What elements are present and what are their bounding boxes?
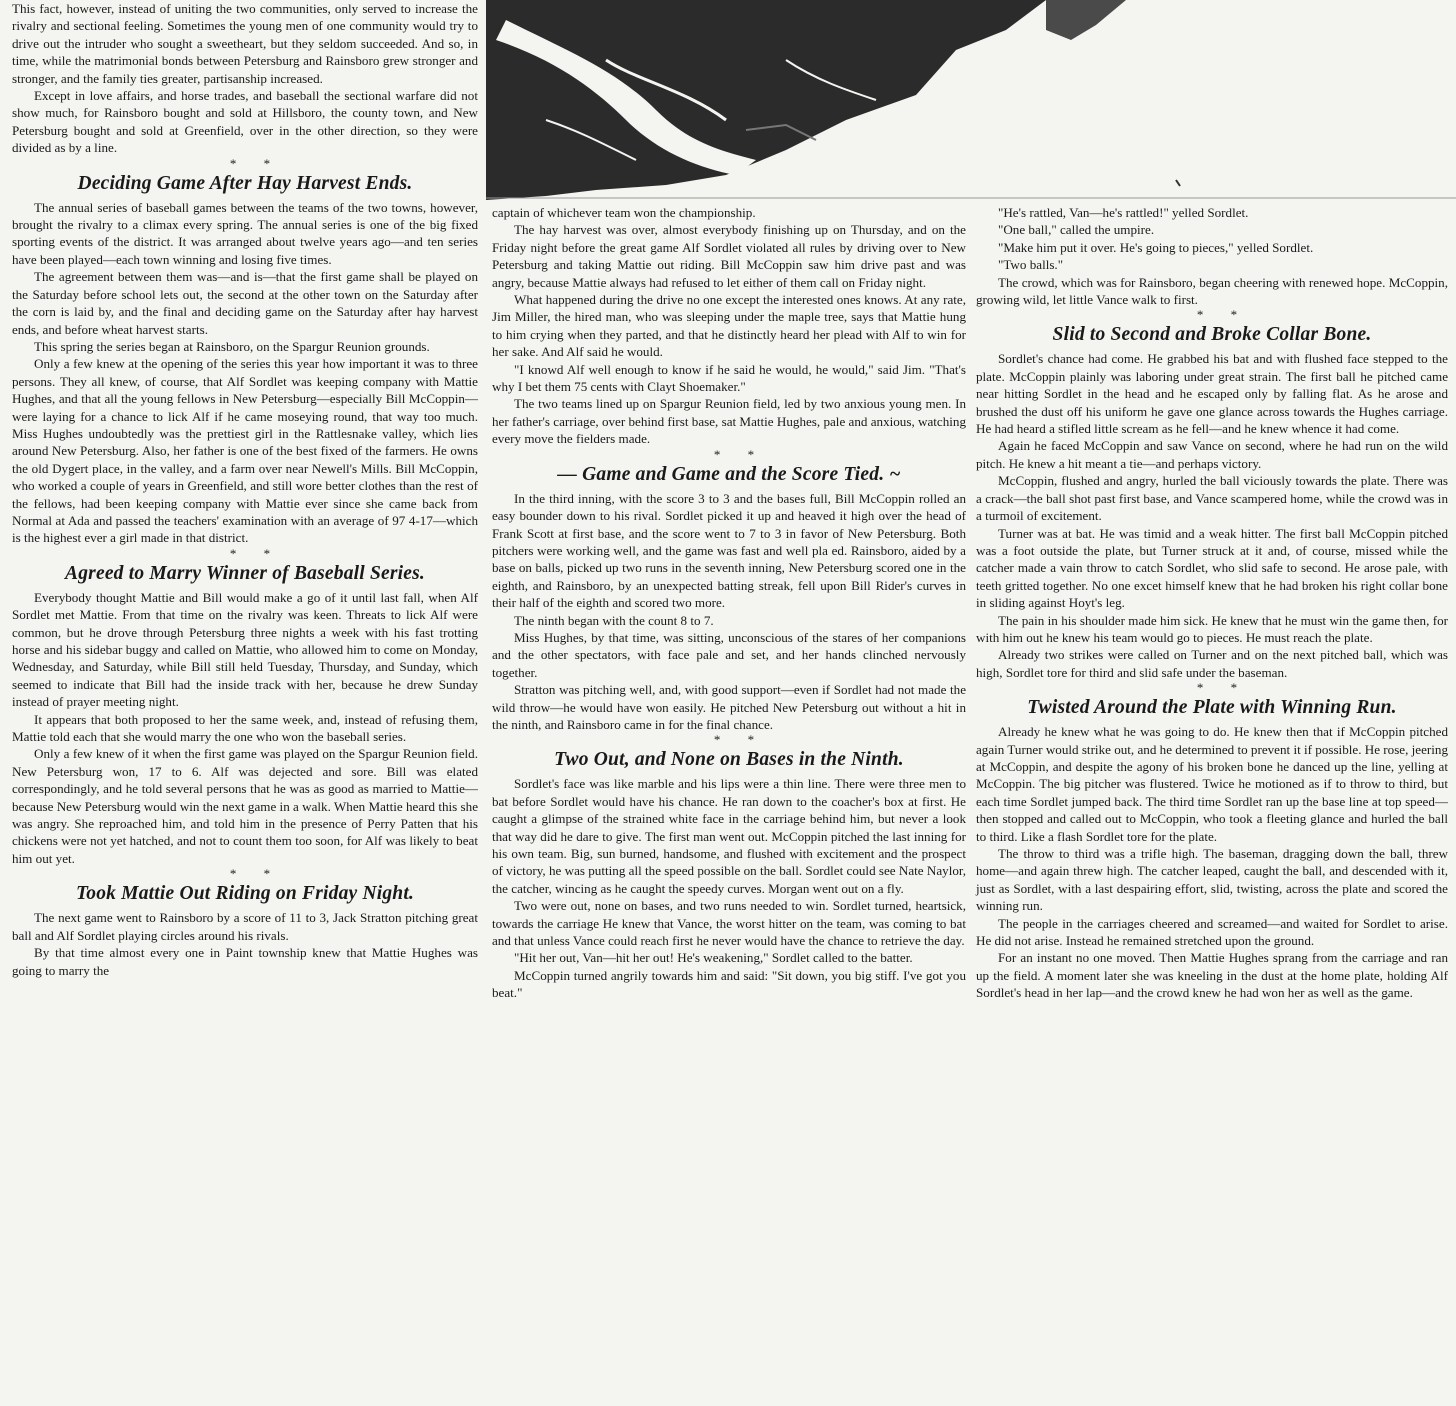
section-heading: Two Out, and None on Bases in the Ninth.: [554, 749, 904, 771]
article-paragraph: Turner was at bat. He was timid and a weak hitter. The first ball McCoppin pitched was a foot outside the plate, but Turner struck at it and, of course, missed while the catcher made a vain throw to catch Sordlet, who slid safe to second. He arose pale, with teeth gritted together. No one excet himself knew that he had broken his right collar bone in sliding against Hoyt's leg.: [976, 525, 1448, 611]
section-heading: Slid to Second and Broke Collar Bone.: [1052, 324, 1372, 346]
illustration: [486, 0, 1456, 200]
article-paragraph: "Hit her out, Van—hit her out! He's weakening," Sordlet called to the batter.: [514, 950, 913, 966]
article-paragraph: Already he knew what he was going to do. He knew then that if McCoppin pitched again Turner would strike out, and he determined to prevent it if possible. He rose, jeering at McCoppin, and despite the agony of his broken bone he danced up the line, yelling at McCoppin. The big pitcher was flustered. Twice he motioned as if to throw to third, but each time Sordlet jumped back. The third time Sordlet ran up the base line at top speed—then stopped and called out to McCoppin, who took a fleeting glance and hurled the ball to third. Like a flash Sordlet tore for the plate.: [976, 724, 1448, 844]
article-paragraph: The people in the carriages cheered and screamed—and waited for Sordlet to arise. He did not arise. Instead he remained stretched upon the ground.: [976, 915, 1448, 949]
section-divider: * *: [1196, 307, 1250, 323]
article-paragraph: Only a few knew of it when the first game was played on the Spargur Reunion field. New Petersburg won, 17 to 6. Alf was dejected and sore. Bill was elated correspondingly, and he told several persons that he was as good as married to Mattie—because New Petersburg would win the next game in a walk. When Mattie heard this she was angry. She reproached him, and told him in the presence of Perry Patten that his chickens were not yet hatched, and not to count them too soon, for Alf was likely to beat him out yet.: [12, 746, 478, 866]
section-divider: * *: [1196, 680, 1250, 696]
article-paragraph: captain of whichever team won the championship.: [492, 205, 756, 220]
column-2: [492, 204, 966, 1002]
article-paragraph: The crowd, which was for Rainsboro, began cheering with renewed hope. McCoppin, growing wild, let little Vance walk to first.: [976, 274, 1448, 308]
section-divider: * *: [713, 732, 767, 748]
article-paragraph: "Two balls.": [998, 257, 1064, 273]
article-paragraph: The annual series of baseball games between the teams of the two towns, however, brought the rivalry to a climax every spring. The annual series is one of the big fixed sporting events of the district. It was arranged about twelve years ago—and ten series have been played—each town winning and losing five times.: [12, 199, 478, 267]
section-heading: Took Mattie Out Riding on Friday Night.: [75, 883, 415, 905]
article-paragraph: The pain in his shoulder made him sick. He knew that he must win the game then, for with him out he knew his team would go to pieces. He must reach the plate.: [976, 612, 1448, 645]
article-paragraph: For an instant no one moved. Then Mattie Hughes sprang from the carriage and ran up the field. A moment later she was kneeling in the dust at the home plate, holding Alf Sordlet's head in her lap—and the crowd knew he had won her as well as the game.: [976, 950, 1448, 1001]
article-paragraph: Except in love affairs, and horse trades, and baseball the sectional warfare did not show much, for Rainsboro bought and sold at Hillsboro, the county town, and New Petersburg bought and sold at Greenfield, over in the other direction, so they were divided as by a line.: [12, 88, 478, 156]
article-paragraph: "One ball," called the umpire.: [998, 222, 1155, 238]
section-heading: Agreed to Marry Winner of Baseball Series.: [65, 562, 425, 584]
article-paragraph: Miss Hughes, by that time, was sitting, unconscious of the stares of her companions and the other spectators, with face pale and set, and her hands clinched nervously together.: [492, 629, 966, 680]
section-heading: — Game and Game and the Score Tied. ~: [557, 463, 901, 485]
article-paragraph: The two teams lined up on Spargur Reunion field, led by two anxious young men. In her father's carriage, over behind first base, sat Mattie Hughes, pale and anxious, watching every move the fielders made.: [492, 396, 966, 447]
article-paragraph: The throw to third was a trifle high. The baseman, dragging down the ball, threw home—and again threw high. The catcher leaped, caught the ball, and descended with it, just as Sordlet, with a last despairing effort, slid, twisting, across the plate and scored the winning run.: [976, 846, 1448, 914]
article-paragraph: By that time almost every one in Paint township knew that Mattie Hughes was going to marry the: [12, 945, 478, 978]
article-paragraph: In the third inning, with the score 3 to 3 and the bases full, Bill McCoppin rolled an easy bounder down to his rival. Sordlet picked it up and heaved it high over the head of Frank Scott at first base, and the score went to 7 to 3 in favor of New Petersburg. Both pitchers were working well, and the game was fast and well pla ed. Rainsboro, aided by a base on balls, picked up two runs in the seventh inning, New Petersburg scored one in the eighth, and Rainsboro, by an unexpected batting streak, fell upon Bill Rider's curves in their half of the eighth and scored two more.: [492, 490, 966, 611]
article-paragraph: "He's rattled, Van—he's rattled!" yelled Sordlet.: [998, 205, 1249, 220]
article-paragraph: The agreement between them was—and is—that the first game shall be played on the Saturday before school lets out, the second at the other town on the Saturday after the corn is laid by, and the final and deciding game on the Saturday after hay harvest ends, and before wheat harvest starts.: [12, 269, 478, 337]
article-paragraph: Everybody thought Mattie and Bill would make a go of it until last fall, when Alf Sordlet met Mattie. From that time on the rivalry was keen. Threats to lick Alf were common, but he drove through Petersburg three nights a week with his fast trotting horse and his sidebar buggy and called on Mattie, who allowed him to come on Monday, Wednesday, and Saturday, while Bill still held Tuesday, Thursday, and Sunday, which seemed to indicate that Bill had the inside track with her, because he drew Sunday instead of prayer meeting night.: [12, 589, 478, 710]
article-paragraph: The hay harvest was over, almost everybody finishing up on Thursday, and on the Friday night before the great game Alf Sordlet violated all rules by driving over to New Petersburg and taking Mattie out riding. Bill McCoppin saw him drive past and was angry, because Mattie always had refused to let either of them call on Friday night.: [492, 222, 966, 290]
article-paragraph: The next game went to Rainsboro by a score of 11 to 3, Jack Stratton pitching great ball and Alf Sordlet playing circles around his rivals.: [12, 910, 478, 943]
article-paragraph: "Make him put it over. He's going to pieces," yelled Sordlet.: [998, 239, 1314, 255]
column-1: [12, 0, 478, 979]
section-divider: * *: [229, 545, 283, 561]
section-heading: Deciding Game After Hay Harvest Ends.: [77, 172, 413, 194]
section-divider: * *: [229, 155, 283, 171]
article-paragraph: Two were out, none on bases, and two runs needed to win. Sordlet turned, heartsick, towards the carriage He knew that Vance, the worst hitter on the team, was coming to bat and that unless Vance could reach first he never would have the chance to retrieve the day.: [492, 898, 966, 949]
article-paragraph: McCoppin turned angrily towards him and said: "Sit down, you big stiff. I've got you beat.": [492, 967, 966, 1001]
article-paragraph: What happened during the drive no one except the interested ones knows. At any rate, Jim Miller, the hired man, who was sleeping under the maple tree, says that Mattie hung to him crying when they parted, and that he distinctly heard her plead with Alf to win for her sake. And Alf said he would.: [492, 292, 966, 360]
section-divider: * *: [713, 446, 767, 462]
article-paragraph: The ninth began with the count 8 to 7.: [514, 612, 714, 628]
article-paragraph: Again he faced McCoppin and saw Vance on second, where he had run on the wild pitch. He knew a hit meant a tie—and perhaps victory.: [976, 438, 1448, 471]
article-paragraph: Sordlet's chance had come. He grabbed his bat and with flushed face stepped to the plate. McCoppin plainly was laboring under great strain. The first ball he pitched came near hitting Sordlet in the head and he escaped only by falling flat. As he arose and brushed the dust off his uniform he gave one glance across towards the Hughes carriage. He had heard a stifled little scream as he fell—and he knew whence it had come.: [976, 351, 1448, 437]
article-paragraph: McCoppin, flushed and angry, hurled the ball viciously towards the plate. There was a crack—the ball shot past first base, and Vance scampered home, while the crowd was in a turmoil of excitement.: [976, 473, 1448, 524]
article-paragraph: "I knowd Alf well enough to know if he said he would, he would," said Jim. "That's why I bet them 75 cents with Clayt Shoemaker.": [492, 361, 966, 395]
article-paragraph: This fact, however, instead of uniting the two communities, only served to increase the rivalry and sectional feeling. Sometimes the young men of one community would try to drive out the intruder who sought a sweetheart, but they seldom succeeded. And so, in time, while the matrimonial bonds between Petersburg and Rainsboro grew stronger and stronger, and the family ties greater, partisanship increased.: [12, 1, 478, 86]
article-paragraph: Stratton was pitching well, and, with good support—even if Sordlet had not made the wild throw—he would have won easily. He pitched New Petersburg out without a hit in the ninth, and Rainsboro came in for the final chance.: [492, 682, 966, 732]
section-heading: Twisted Around the Plate with Winning Run.: [1027, 697, 1397, 719]
article-paragraph: Sordlet's face was like marble and his lips were a thin line. There were three men to bat before Sordlet would have his chance. He ran down to the coacher's box at first. He caught a glimpse of the strained white face in the carriage behind him, but never a look that way did he dare to give. The first man went out. McCoppin pitched the last inning for his own team. Big, sun burned, handsome, and flushed with excitement and the prospect of victory, he was putting all the speed possible on the ball. Sordlet could see Nate Naylor, the catcher, wincing as he caught the speedy curves. Morgan went out on a fly.: [492, 776, 966, 896]
section-divider: * *: [229, 866, 283, 882]
article-paragraph: Only a few knew at the opening of the series this year how important it was to three persons. They all knew, of course, that Alf Sordlet was keeping company with Mattie Hughes, and that all the young fellows in New Petersburg—especially Bill McCoppin—were laying for a chance to lick Alf if he came moseying round, that way too much. Miss Hughes undoubtedly was the prettiest girl in the Rattlesnake valley, which lies around New Petersburg. Also, her father is one of the best fixed of the farmers. He owns the old Dygert place, in the valley, and a farm over near Newell's Mills. Bill McCoppin, who worked a couple of years in Greenfield, and still wore better clothes than the rest of the fellows, had been keeping company with Mattie ever since she came back from Normal at Ada and passed the teachers' examination with an average of 97 4-17—which is the highest ever a girl made in that district.: [12, 356, 478, 546]
article-paragraph: It appears that both proposed to her the same week, and, instead of refusing them, Mattie told each that she would marry the one who won the baseball series.: [12, 711, 478, 745]
column-3: [976, 204, 1448, 1002]
article-paragraph: Already two strikes were called on Turner and on the next pitched ball, which was high, Sordlet tore for third and slid safe under the baseman.: [976, 647, 1448, 680]
article-paragraph: This spring the series began at Rainsboro, on the Spargur Reunion grounds.: [34, 338, 430, 354]
